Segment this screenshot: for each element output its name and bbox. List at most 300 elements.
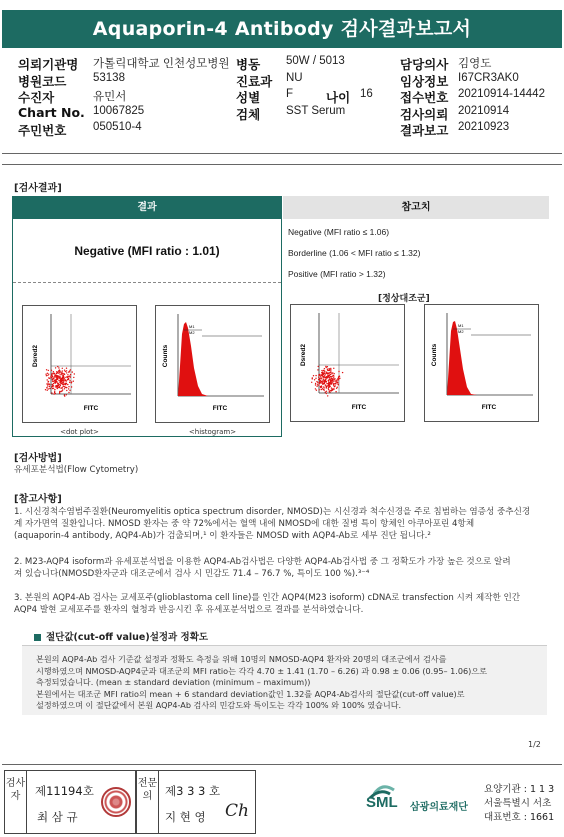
specimen-label: 검체 <box>236 106 261 122</box>
dot-point <box>63 375 64 376</box>
dot-point <box>316 390 317 391</box>
reference-negative: Negative (MFI ratio ≤ 1.06) <box>288 227 390 237</box>
dot-point <box>320 386 321 387</box>
dot-point <box>322 375 323 376</box>
dot-point <box>66 380 67 381</box>
dot-point <box>48 374 49 375</box>
note-2-line-1: 2. M23-AQP4 isoform과 유세포분석법을 이용한 AQP4-Ab검사법은 다양한 AQP4-Ab검사법 중 그 정확도가 가장 높은 것으로 알려 <box>14 557 511 567</box>
note-3-line-1: 3. 본원의 AQP4-Ab 검사는 교세포주(glioblastoma cell line)를 인간 AQP4(M23 isoform) cDNA로 transfection 시켜 제작한 인간 <box>14 593 521 603</box>
dot-point <box>61 373 62 374</box>
dot-point <box>49 378 50 379</box>
dot-point <box>64 370 65 371</box>
dot-point <box>317 369 318 370</box>
dot-point <box>327 366 328 367</box>
dot-point <box>326 381 327 382</box>
dot-point <box>51 374 52 375</box>
dot-point <box>58 377 59 378</box>
dot-point <box>328 380 329 381</box>
dot-point <box>326 393 327 394</box>
dot-point <box>315 375 316 376</box>
dot-point <box>330 372 331 373</box>
cutoff-line-4: 본원에서는 대조군 MFI ratio의 mean + 6 standard deviation값인 1.32를 AQP4-Ab검사의 절단값(cut-off value)로 <box>36 688 465 699</box>
dot-point <box>327 370 328 371</box>
doctor-value: 김영도 <box>458 58 492 70</box>
specialist-license: 제3 3 3 호 <box>165 784 221 798</box>
dept-value: NU <box>286 71 303 84</box>
histogram-caption: <histogram> <box>188 428 237 436</box>
info-row-2 <box>18 72 558 89</box>
info-row-1 <box>18 55 558 72</box>
dot-point <box>47 384 48 385</box>
dot-point <box>55 393 56 394</box>
cutoff-line-2: 시행하였으며 NMOSD-AQP4군과 대조군의 MFI ratio는 각각 4.70 ± 1.41 (1.70 – 6.26) 과 0.98 ± 0.06 (0.95– 1.06)으로 <box>36 665 487 676</box>
dot-xlabel: FITC <box>83 405 99 412</box>
reference-positive: Positive (MFI ratio > 1.32) <box>288 269 386 279</box>
institution-value: 가톨릭대학교 인천성모병원 <box>93 58 230 70</box>
dot-point <box>49 386 50 387</box>
cutoff-line-3: 측정되었습니다. (mean ± standard deviation (minimum – maximum)) <box>36 677 311 687</box>
dot-point <box>61 381 62 382</box>
dot-point <box>52 388 53 389</box>
dot-plot-graphic <box>23 306 136 422</box>
normal-control-label: [정상대조군] <box>378 294 430 304</box>
dot-point <box>313 375 314 376</box>
dot-point <box>325 380 326 381</box>
dot-point <box>323 381 324 382</box>
dot-point <box>56 375 57 376</box>
dot-point <box>47 375 48 376</box>
dot-point <box>62 380 63 381</box>
dot-point <box>315 378 316 379</box>
dot-point <box>61 383 62 384</box>
dot-point <box>46 375 47 376</box>
dot-point <box>70 369 71 370</box>
dot-point <box>317 382 318 383</box>
control-hist-gate-2: M2 <box>458 329 464 334</box>
reference-borderline: Borderline (1.06 < MFI ratio ≤ 1.32) <box>288 248 421 258</box>
dot-point <box>67 374 68 375</box>
id-value: 050510-4 <box>93 121 142 133</box>
dot-cluster <box>45 366 75 397</box>
dot-point <box>321 370 322 371</box>
divider <box>2 164 562 165</box>
dot-point <box>328 389 329 390</box>
dot-point <box>315 388 316 389</box>
dot-point <box>321 378 322 379</box>
dot-point <box>335 383 336 384</box>
dot-point <box>68 388 69 389</box>
patient-dot-plot <box>22 305 137 423</box>
dot-point <box>62 368 63 369</box>
dot-point <box>65 383 66 384</box>
reference-section-title: [참고사항] <box>14 494 62 505</box>
dot-point <box>62 373 63 374</box>
dot-point <box>329 391 330 392</box>
dot-point <box>335 391 336 392</box>
dot-point <box>324 373 325 374</box>
dot-point <box>328 368 329 369</box>
dot-point <box>46 387 47 388</box>
dot-point <box>67 376 68 377</box>
dot-point <box>312 378 313 379</box>
dot-point <box>334 373 335 374</box>
patient-histogram <box>155 305 270 423</box>
dot-point <box>59 393 60 394</box>
dot-point <box>60 371 61 372</box>
dot-point <box>333 375 334 376</box>
dot-point <box>323 386 324 387</box>
age-label: 나이 <box>326 90 351 105</box>
dot-point <box>55 386 56 387</box>
dot-point <box>322 388 323 389</box>
control-dot-xlabel: FITC <box>351 404 367 411</box>
dot-point <box>324 371 325 372</box>
clinical-label: 임상정보 <box>400 73 449 89</box>
dot-point <box>65 387 66 388</box>
dot-point <box>53 378 54 379</box>
dot-point <box>57 377 58 378</box>
report-date-label: 결과보고 <box>400 123 449 138</box>
dot-point <box>339 376 340 377</box>
method-text: 유세포분석법(Flow Cytometry) <box>14 465 139 475</box>
dot-point <box>57 366 58 367</box>
cutoff-line-5: 설정하였으며 이 절단값에서 본원 AQP4-Ab 검사의 민감도와 특이도는 각각 100% 와 100% 였습니다. <box>36 700 402 710</box>
chart-value: 10067825 <box>93 104 145 117</box>
dot-point <box>324 375 325 376</box>
dot-point <box>333 368 334 369</box>
patient-info <box>18 55 558 138</box>
result-value: Negative (MFI ratio : 1.01) <box>13 219 281 283</box>
logo-text: SML <box>366 794 398 811</box>
dot-point <box>321 389 322 390</box>
dot-point <box>53 393 54 394</box>
dot-point <box>58 371 59 372</box>
control-dot-ylabel: Dsred2 <box>300 343 307 367</box>
dot-point <box>58 384 59 385</box>
dot-point <box>55 385 56 386</box>
dot-point <box>325 391 326 392</box>
dot-point <box>315 383 316 384</box>
dept-label: 진료과 <box>236 73 273 89</box>
tester-name: 최 삼 규 <box>37 810 78 824</box>
dot-point <box>58 387 59 388</box>
dot-point <box>314 379 315 380</box>
dot-point <box>333 376 334 377</box>
cutoff-line-1: 본원의 AQP4-Ab 검사 기준값 설정과 정확도 측정을 위해 10명의 NMOSD-AQP4 환자와 20명의 대조군에서 검사를 <box>36 654 447 664</box>
dot-point <box>68 386 69 387</box>
dot-point <box>331 387 332 388</box>
test-date-value: 20210914 <box>458 104 510 117</box>
dot-point <box>66 368 67 369</box>
dot-point <box>342 372 343 373</box>
tester-license: 제11194호 <box>35 784 94 798</box>
dot-point <box>333 389 334 390</box>
dot-point <box>329 377 330 378</box>
dot-point <box>66 370 67 371</box>
dot-point <box>59 374 60 375</box>
dot-point <box>48 370 49 371</box>
dot-point <box>53 371 54 372</box>
dot-point <box>325 366 326 367</box>
dot-point <box>329 372 330 373</box>
dot-point <box>48 388 49 389</box>
dot-point <box>327 373 328 374</box>
dot-point <box>69 380 70 381</box>
dot-point <box>329 390 330 391</box>
dot-point <box>325 377 326 378</box>
dot-point <box>64 388 65 389</box>
dot-point <box>47 379 48 380</box>
report-title: Aquaporin-4 Antibody 검사결과보고서 <box>2 10 562 48</box>
org-line-3: 대표번호 : 1661 <box>484 812 555 823</box>
square-bullet-icon <box>34 634 41 641</box>
dot-point <box>330 368 331 369</box>
hist-xlabel: FITC <box>212 405 228 412</box>
dot-point <box>325 373 326 374</box>
control-hist-ylabel: Counts <box>431 343 438 367</box>
note-1-line-1: 1. 시신경척수염범주질환(Neuromyelitis optica spectrum disorder, NMOSD)는 시신경과 척수신경을 주로 침범하는 염증성 중추신경 <box>14 507 531 517</box>
dot-point <box>54 375 55 376</box>
dot-point <box>72 371 73 372</box>
dot-point <box>62 386 63 387</box>
control-histogram <box>424 304 539 422</box>
dot-point <box>332 380 333 381</box>
dot-point <box>74 373 75 374</box>
dot-point <box>60 391 61 392</box>
dot-point <box>45 389 46 390</box>
dot-point <box>318 377 319 378</box>
dot-point <box>311 382 312 383</box>
dot-point <box>70 377 71 378</box>
dot-point <box>58 367 59 368</box>
dot-point <box>47 390 48 391</box>
dot-point <box>326 387 327 388</box>
id-label: 주민번호 <box>18 123 67 138</box>
note-3-line-2: AQP4 발현 교세포주를 환자의 혈청과 반응시킨 후 유세포분석법으로 결과를 분석하였습니다. <box>14 605 364 615</box>
dot-cluster <box>311 366 343 397</box>
institution-label: 의뢰기관명 <box>18 57 79 72</box>
dot-point <box>324 368 325 369</box>
dot-point <box>333 385 334 386</box>
dot-point <box>53 383 54 384</box>
dot-point <box>54 391 55 392</box>
dot-point <box>334 378 335 379</box>
control-dot-plot <box>290 304 405 422</box>
dot-point <box>324 389 325 390</box>
control-histogram-graphic <box>425 305 538 421</box>
seal-icon <box>101 787 131 817</box>
dot-point <box>332 389 333 390</box>
dot-point <box>333 378 334 379</box>
dot-point <box>68 378 69 379</box>
receipt-label: 접수번호 <box>400 90 449 105</box>
control-hist-gate-1: M1 <box>458 323 464 328</box>
dot-point <box>68 372 69 373</box>
divider <box>2 153 562 154</box>
dot-point <box>53 373 54 374</box>
dot-point <box>317 384 318 385</box>
note-2-line-2: 져 있습니다(NMOSD환자군과 대조군에서 검사 시 민감도 71.4 – 76.7 %, 특이도 100 %).³⁻⁴ <box>14 569 370 579</box>
org-line-2: 서울특별시 서초 <box>484 798 552 809</box>
dot-point <box>62 389 63 390</box>
dot-plot-caption: <dot plot> <box>60 428 99 436</box>
dot-point <box>47 373 48 374</box>
dot-point <box>51 377 52 378</box>
ward-label: 병동 <box>236 57 261 72</box>
examinee-label: 수진자 <box>18 90 55 105</box>
dot-point <box>316 386 317 387</box>
test-date-label: 검사의뢰 <box>400 106 449 122</box>
cutoff-title <box>34 629 208 643</box>
dot-point <box>51 392 52 393</box>
dot-point <box>56 373 57 374</box>
dot-point <box>53 385 54 386</box>
dot-point <box>64 394 65 395</box>
dot-point <box>330 379 331 380</box>
dot-point <box>325 379 326 380</box>
dot-point <box>63 373 64 374</box>
dot-point <box>66 394 67 395</box>
dot-point <box>52 381 53 382</box>
dot-point <box>66 387 67 388</box>
doctor-label: 담당의사 <box>400 57 449 72</box>
page-number: 1/2 <box>528 740 541 749</box>
dot-point <box>319 380 320 381</box>
hospital-code-value: 53138 <box>93 71 125 84</box>
dot-point <box>320 375 321 376</box>
dot-point <box>319 383 320 384</box>
dot-point <box>332 376 333 377</box>
dot-point <box>326 383 327 384</box>
hospital-code-label: 병원코드 <box>18 73 67 89</box>
dot-point <box>66 390 67 391</box>
tester-tag: 검사자 <box>5 771 27 833</box>
info-row-5 <box>18 121 558 138</box>
dot-point <box>338 384 339 385</box>
dot-point <box>69 382 70 383</box>
info-row-4 <box>18 105 558 122</box>
hist-gate-1: M1 <box>189 324 195 329</box>
dot-point <box>330 369 331 370</box>
dot-point <box>47 381 48 382</box>
cutoff-box <box>22 645 547 715</box>
reference-header: 참고치 <box>283 196 549 219</box>
dot-point <box>316 381 317 382</box>
dot-point <box>60 388 61 389</box>
dot-point <box>65 371 66 372</box>
dot-point <box>68 392 69 393</box>
control-hist-xlabel: FITC <box>481 404 497 411</box>
dot-point <box>71 386 72 387</box>
dot-point <box>67 384 68 385</box>
dot-point <box>66 372 67 373</box>
dot-point <box>65 377 66 378</box>
sex-label: 성별 <box>236 90 261 105</box>
dot-point <box>51 370 52 371</box>
tester-box <box>4 770 136 834</box>
receipt-value: 20210914-14442 <box>458 88 545 100</box>
dot-point <box>49 384 50 385</box>
dot-point <box>319 381 320 382</box>
dot-point <box>334 380 335 381</box>
dot-point <box>330 383 331 384</box>
dot-point <box>64 378 65 379</box>
dot-point <box>69 370 70 371</box>
histogram-graphic <box>156 306 269 422</box>
specialist-tag: 전문의 <box>137 771 159 833</box>
note-1-line-3: (aquaporin-4 antibody, AQP4-Ab)가 검출되며,¹ 이 환자들은 NMOSD with AQP4-Ab로 세부 진단 됩니다.² <box>14 531 431 541</box>
dot-point <box>57 376 58 377</box>
dot-point <box>45 374 46 375</box>
dot-point <box>322 384 323 385</box>
age-value: 16 <box>360 88 373 100</box>
dot-point <box>62 370 63 371</box>
result-section-title: [검사결과] <box>14 183 62 194</box>
dot-point <box>323 383 324 384</box>
sex-value: F <box>286 88 294 100</box>
dot-point <box>69 390 70 391</box>
dot-point <box>60 379 61 380</box>
dot-point <box>56 386 57 387</box>
dot-point <box>63 384 64 385</box>
dot-point <box>319 389 320 390</box>
dot-point <box>328 387 329 388</box>
hist-gate-2: M2 <box>189 330 195 335</box>
dot-point <box>54 389 55 390</box>
cutoff-title-text: 절단값(cut-off value)설정과 정확도 <box>46 632 209 643</box>
dot-point <box>59 369 60 370</box>
dot-point <box>338 378 339 379</box>
dot-point <box>55 380 56 381</box>
dot-point <box>58 383 59 384</box>
dot-point <box>52 379 53 380</box>
org-name: 삼광의료재단 <box>410 802 468 813</box>
dot-point <box>318 366 319 367</box>
dot-point <box>55 367 56 368</box>
dot-point <box>338 377 339 378</box>
dot-point <box>54 382 55 383</box>
dot-point <box>330 376 331 377</box>
dot-point <box>70 374 71 375</box>
dot-point <box>63 377 64 378</box>
specimen-value: SST Serum <box>286 104 346 117</box>
control-dot-graphic <box>291 305 404 421</box>
chart-label: Chart No. <box>18 104 85 120</box>
dot-point <box>337 387 338 388</box>
dot-point <box>338 371 339 372</box>
note-1-line-2: 계 자가면역 질환입니다. NMOSD 환자는 중 약 72%에서는 혈액 내에 NMOSD에 대한 질병 특이 항체인 아쿠아포린 4항체 <box>14 519 475 529</box>
method-section-title: [검사방법] <box>14 453 62 464</box>
dot-point <box>318 385 319 386</box>
dot-point <box>331 373 332 374</box>
dot-point <box>329 374 330 375</box>
dot-point <box>71 382 72 383</box>
dot-point <box>52 384 53 385</box>
dot-point <box>337 382 338 383</box>
dot-point <box>53 377 54 378</box>
dot-point <box>323 376 324 377</box>
dot-point <box>60 385 61 386</box>
specialist-box <box>136 770 256 834</box>
dot-point <box>326 391 327 392</box>
info-row-3 <box>18 88 558 105</box>
dot-point <box>49 388 50 389</box>
dot-point <box>331 390 332 391</box>
dot-ylabel: Dsred2 <box>32 344 39 368</box>
dot-point <box>73 377 74 378</box>
dot-point <box>323 377 324 378</box>
dot-point <box>328 384 329 385</box>
